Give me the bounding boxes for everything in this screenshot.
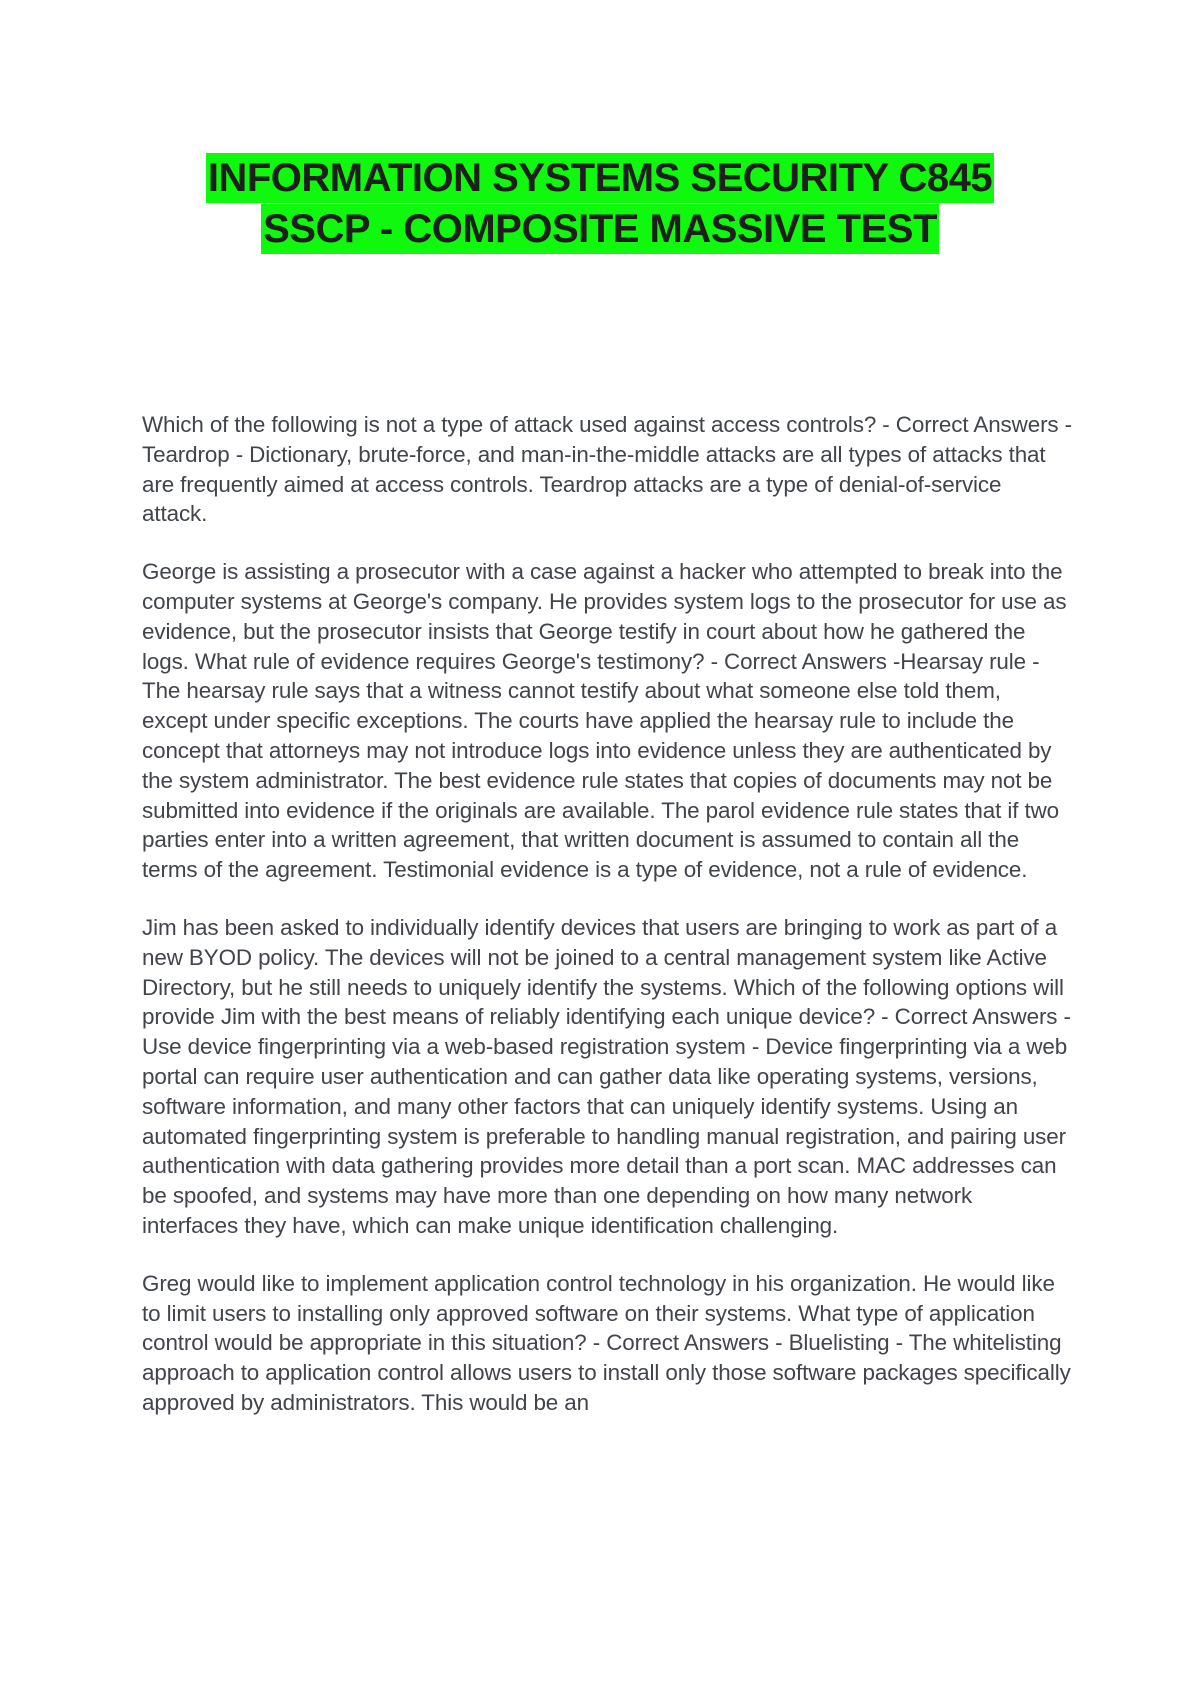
qa-entry-4: Greg would like to implement application control technology in his organization. He would like to limit users to installing only approved software on their systems. What type of application control would be appropriate in this situation? - Correct Answers - Bluelisting - The whitelisting approach to application control allows users to install only those software packages specifically approved by administrators. This would be an — [142, 1270, 1071, 1415]
qa-entry-1: Which of the following is not a type of attack used against access controls? - Correct Answers -Teardrop - Dictionary, brute-force, and man-in-the-middle attacks are all types of attacks that are frequently aimed at access controls. Teardrop attacks are a type of denial-of-service attack. — [142, 412, 1072, 527]
title-line-1: INFORMATION SYSTEMS SECURITY C845 — [206, 153, 994, 203]
document-body — [142, 410, 1072, 1446]
qa-entry-3: Jim has been asked to individually identify devices that users are bringing to work as part of a new BYOD policy. The devices will not be joined to a central management system like Active Directory, but he still needs to uniquely identify the systems. Which of the following options will provide Jim with the best means of reliably identifying each unique device? - Correct Answers -Use device fingerprinting via a web-based registration system - Device fingerprinting via a web portal can require user authentication and can gather data like operating systems, versions, software information, and many other factors that can uniquely identify systems. Using an automated fingerprinting system is preferable to handling manual registration, and pairing user authentication with data gathering provides more detail than a port scan. MAC addresses can be spoofed, and systems may have more than one depending on how many network interfaces they have, which can make unique identification challenging. — [142, 914, 1071, 1238]
qa-entry-2: George is assisting a prosecutor with a case against a hacker who attempted to break into the computer systems at George's company. He provides system logs to the prosecutor for use as evidence, but the prosecutor insists that George testify in court about how he gathered the logs. What rule of evidence requires George's testimony? - Correct Answers -Hearsay rule - The hearsay rule says that a witness cannot testify about what someone else told them, except under specific exceptions. The courts have applied the hearsay rule to include the concept that attorneys may not introduce logs into evidence unless they are authenticated by the system administrator. The best evidence rule states that copies of documents may not be submitted into evidence if the originals are available. The parol evidence rule states that if two parties enter into a written agreement, that written document is assumed to contain all the terms of the agreement. Testimonial evidence is a type of evidence, not a rule of evidence. — [142, 559, 1067, 883]
document-title — [100, 153, 1100, 255]
title-line-2: SSCP - COMPOSITE MASSIVE TEST — [261, 204, 939, 254]
